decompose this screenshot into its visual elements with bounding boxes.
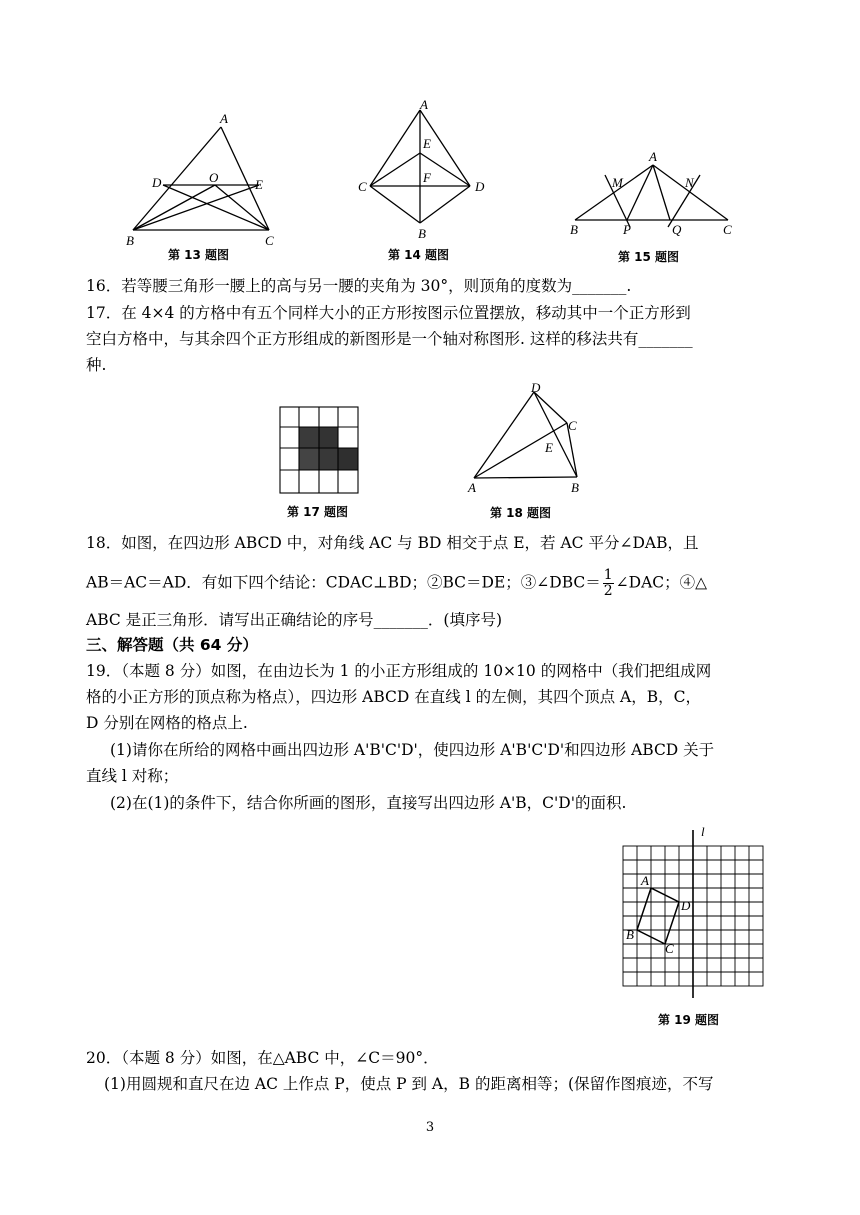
figure-17 [275, 400, 385, 525]
fraction-denominator: 2 [603, 583, 613, 599]
label-f: F [423, 170, 431, 185]
question-18-line2 [86, 568, 776, 599]
question-18-line2-pre: AB＝AC＝AD．有如下四个结论：CDAC⊥BD；②BC＝DE；③∠DBC＝ [86, 573, 601, 592]
label-b: B [570, 222, 578, 237]
caption-fig15: 第 15 题图 [618, 250, 680, 264]
section-heading: 三、解答题（共 64 分） [86, 636, 258, 654]
label-line-l: l [701, 824, 705, 839]
question-17-line2: 空白方格中，与其余四个正方形组成的新图形是一个轴对称图形. 这样的移法共有_______ [86, 330, 693, 348]
question-20-part1: (1)用圆规和直尺在边 AC 上作点 P，使点 P 到 A，B 的距离相等；(保留作图痕迹，不写 [104, 1075, 714, 1093]
question-18-line1: 18．如图，在四边形 ABCD 中，对角线 AC 与 BD 相交于点 E，若 AC 平分∠DAB，且 [86, 534, 699, 552]
label-e: E [255, 177, 263, 192]
label-c: C [358, 179, 367, 194]
label-d: D [152, 175, 162, 190]
label-c: C [265, 233, 274, 248]
caption-fig17: 第 17 题图 [287, 505, 349, 519]
label-b: B [126, 233, 134, 248]
question-19-line3: D 分别在网格的格点上. [86, 714, 248, 732]
label-e: E [423, 136, 431, 151]
fraction-numerator: 1 [603, 567, 613, 583]
figure-14 [350, 95, 500, 270]
label-d: D [531, 380, 541, 395]
label-d: D [475, 179, 485, 194]
label-a: A [641, 873, 649, 888]
label-c: C [665, 941, 674, 956]
caption-fig13: 第 13 题图 [168, 248, 230, 262]
figure-18 [460, 380, 600, 525]
label-b: B [418, 226, 426, 241]
label-o: O [209, 170, 219, 185]
label-a: A [468, 480, 476, 495]
label-m: M [612, 175, 623, 190]
label-p: P [623, 222, 631, 237]
label-e: E [545, 440, 553, 455]
caption-fig14: 第 14 题图 [388, 248, 450, 262]
question-19-line1: 19．（本题 8 分）如图，在由边长为 1 的小正方形组成的 10×10 的网格中（我们把组成网 [86, 662, 712, 680]
question-16: 16．若等腰三角形一腰上的高与另一腰的夹角为 30°，则顶角的度数为_______. [86, 277, 632, 295]
page-number: 3 [425, 1120, 435, 1135]
fraction-one-half [603, 568, 614, 599]
question-17-line1: 17．在 4×4 的方格中有五个同样大小的正方形按图示位置摆放，移动其中一个正方形到 [86, 304, 691, 322]
question-19-line2: 格的小正方形的顶点称为格点），四边形 ABCD 在直线 l 的左侧，其四个顶点 A，B，C， [86, 688, 701, 706]
label-b: B [626, 927, 634, 942]
question-18-line3: ABC 是正三角形．请写出正确结论的序号_______．(填序号) [86, 611, 503, 629]
label-a: A [649, 149, 657, 164]
label-a: A [420, 97, 428, 112]
label-a: A [220, 111, 228, 126]
caption-fig19: 第 19 题图 [658, 1013, 720, 1027]
label-c: C [568, 418, 577, 433]
question-19-part1-cont: 直线 l 对称； [86, 767, 179, 785]
question-17-line3: 种. [86, 356, 107, 374]
question-19-part1: (1)请你在所给的网格中画出四边形 A'B'C'D'，使四边形 A'B'C'D'和四边形 ABCD 关于 [110, 741, 715, 759]
label-b: B [571, 480, 579, 495]
label-q: Q [672, 222, 682, 237]
caption-fig18: 第 18 题图 [490, 506, 552, 520]
label-d: D [681, 898, 691, 913]
figure-15 [560, 145, 750, 270]
question-20-line1: 20．（本题 8 分）如图，在△ABC 中，∠C＝90°． [86, 1049, 439, 1067]
label-c: C [723, 222, 732, 237]
figure-19 [605, 820, 775, 1035]
label-n: N [685, 175, 694, 190]
figure-13 [115, 105, 290, 270]
question-18-line2-post: ∠DAC；④△ [615, 573, 708, 592]
question-19-part2: (2)在(1)的条件下，结合你所画的图形，直接写出四边形 A'B，C'D'的面积. [110, 794, 627, 812]
